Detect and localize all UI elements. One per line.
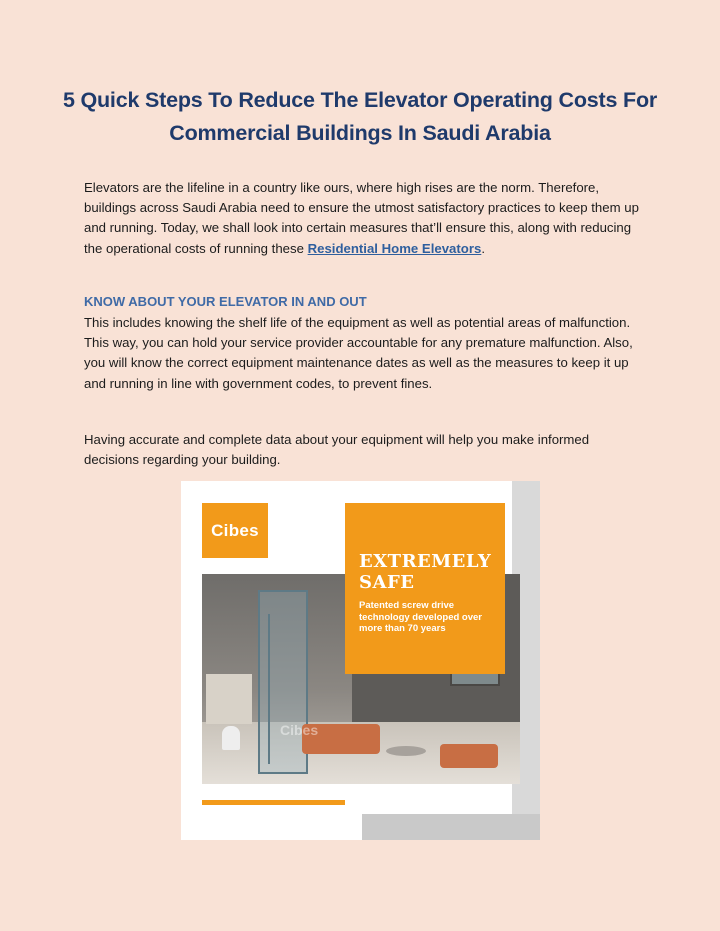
page-title: 5 Quick Steps To Reduce The Elevator Operating Costs For Commercial Buildings In Saudi Arabia [62,88,658,145]
residential-home-elevators-link[interactable]: Residential Home Elevators [307,240,482,256]
intro-paragraph [84,178,644,259]
cibes-watermark: Cibes [280,722,319,738]
closing-paragraph: Having accurate and complete data about your equipment will help you make informed decisions regarding your building. [84,432,590,468]
intro-text: Elevators are the lifeline in a country like ours, where high rises are the norm. Therefore, buildings across Saudi Arabia need to ensure the utmost satisfactory practices to keep them up and running. Today, we shall look into certain measures that’ll ensure this, along with reducing the operational costs of running these [84,180,639,256]
cibes-logo: Cibes [202,503,268,558]
promo-image [181,481,540,840]
section-heading: KNOW ABOUT YOUR ELEVATOR IN AND OUT [84,294,367,309]
promo-headline: EXTREMELY SAFE [359,551,492,593]
promo-subtext: Patented screw drive technology developed over more than 70 years [359,600,482,634]
promo-gray-bottom [362,814,540,840]
elevator-rail [268,614,270,764]
coffee-table [386,746,426,756]
white-chair [222,726,240,750]
section-body: This includes knowing the shelf life of the equipment as well as potential areas of malfunction. This way, you can hold your service provider accountable for any premature malfunction. Also, you will know the correct equipment maintenance dates as well as the measures to keep it up and running in line with government codes, to prevent fines. [84,315,633,391]
home-elevator [258,590,308,774]
intro-trailing: . [481,240,485,256]
kitchen-cabinet [206,674,252,724]
orange-armchair [440,744,498,768]
promo-accent-line [202,800,345,805]
